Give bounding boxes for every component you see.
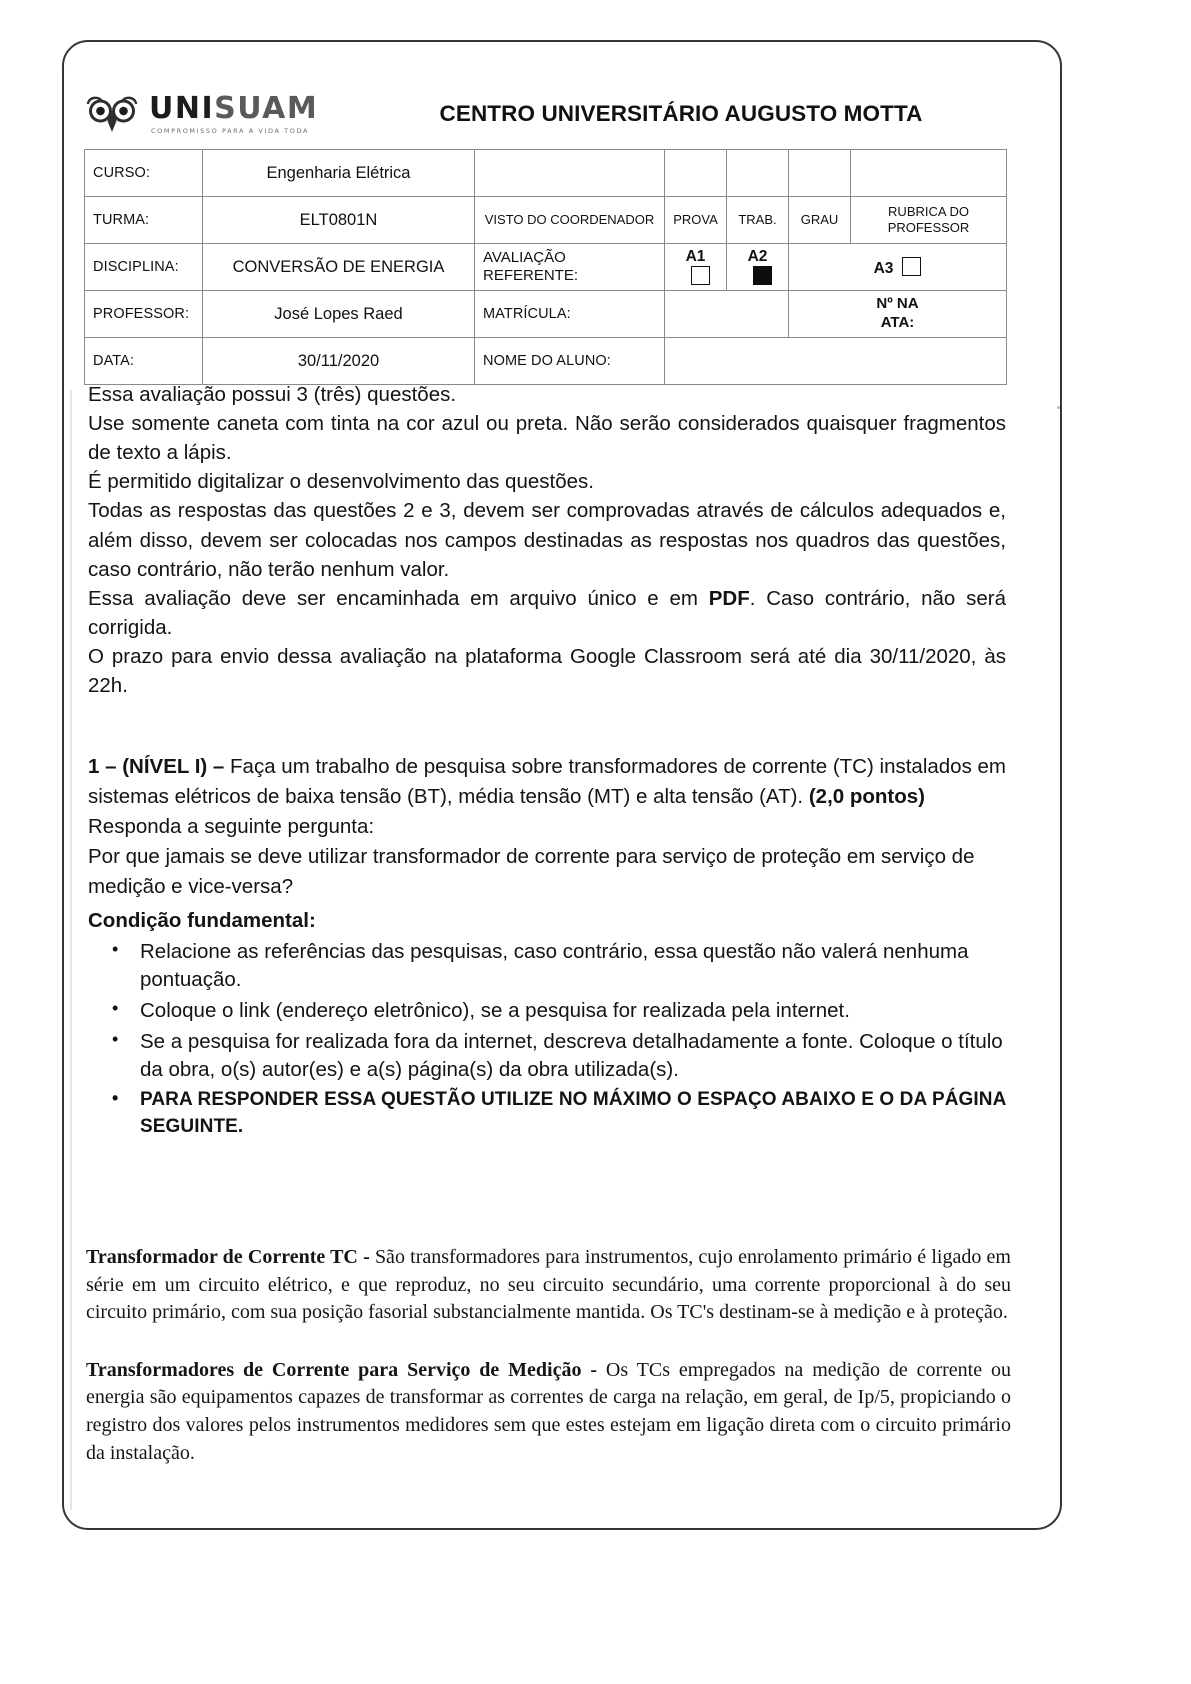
exam-info-table — [84, 149, 1007, 385]
rubrica-professor-header — [851, 197, 1007, 244]
logo-word-suam: SUAM — [214, 90, 319, 126]
table-row-turma — [85, 197, 1007, 244]
disciplina-label: DISCIPLINA: — [85, 244, 203, 291]
answer-paragraph-1 — [86, 1244, 1011, 1327]
avaliacao-label-line2: REFERENTE: — [483, 267, 579, 284]
nome-aluno-label: NOME DO ALUNO: — [475, 338, 665, 385]
table-row-professor — [85, 291, 1007, 338]
logo-wordmark — [149, 90, 319, 126]
a3-grade-cell — [789, 244, 1007, 291]
answer-2-lead: Transformadores de Corrente para Serviço de Medição - — [86, 1358, 606, 1381]
question-1-points: (2,0 pontos) — [808, 784, 926, 808]
turma-value: ELT0801N — [203, 197, 475, 244]
professor-value: José Lopes Raed — [203, 291, 475, 338]
unisuam-logo — [84, 90, 384, 135]
matricula-label: MATRÍCULA: — [475, 291, 665, 338]
university-title: CENTRO UNIVERSITÁRIO AUGUSTO MOTTA — [439, 101, 923, 126]
question-1-head: 1 – (NÍVEL I) – — [88, 755, 225, 778]
instruction-line-3: É permitido digitalizar o desenvolvimento das questões. — [88, 470, 594, 494]
list-item: • Se a pesquisa for realizada fora da internet, descreva detalhadamente a fonte. Coloque o título da obra, o(s) autor(es) e a(s) página(s) da obra utilizada(s). — [140, 1028, 1006, 1085]
numero-ata-line1: Nº NA — [876, 295, 919, 313]
curso-blank-cell-4 — [789, 150, 851, 197]
logo-word-uni: UNI — [149, 90, 215, 126]
answer-paragraph-2 — [86, 1357, 1011, 1467]
table-row-curso — [85, 150, 1007, 197]
curso-value: Engenharia Elétrica — [203, 150, 475, 197]
a3-label: A3 — [873, 259, 894, 277]
a1-label: A1 — [685, 247, 706, 265]
answer-1-lead: Transformador de Corrente TC - — [86, 1246, 375, 1268]
avaliacao-label-line1: AVALIAÇÃO — [483, 249, 566, 266]
a2-checkbox[interactable] — [753, 266, 772, 285]
curso-blank-cell-2 — [665, 150, 727, 197]
prova-header: PROVA — [665, 197, 727, 244]
question-1-stem-a: Faça um trabalho de pesquisa sobre transformadores de corrente (TC) instalados em sistemas elétricos de baixa tensão (BT), média tensão (MT) e alta tensão (AT). — [88, 755, 1006, 808]
instruction-line-1: Essa avaliação possui 3 (três) questões. — [88, 383, 457, 406]
scan-artifact-speck — [1060, 471, 1062, 473]
list-item: • Relacione as referências das pesquisas, caso contrário, essa questão não valerá nenhuma pontuação. — [140, 938, 1006, 995]
instruction-line-6: O prazo para envio dessa avaliação na plataforma Google Classroom será até dia 30/11/2020, às 22h. — [88, 644, 1006, 698]
trab-header: TRAB. — [727, 197, 789, 244]
curso-blank-cell — [475, 150, 665, 197]
professor-label: PROFESSOR: — [85, 291, 203, 338]
data-label: DATA: — [85, 338, 203, 385]
question-1-statement — [88, 752, 1006, 842]
table-row-data — [85, 338, 1007, 385]
matricula-value[interactable] — [665, 291, 789, 338]
question-1-prompt: Por que jamais se deve utilizar transformador de corrente para serviço de proteção em serviço de medição e vice-versa? — [88, 844, 975, 898]
a3-checkbox[interactable] — [902, 257, 921, 276]
instruction-pdf-bold: PDF — [708, 586, 750, 610]
owl-icon — [84, 94, 140, 134]
curso-blank-cell-3 — [727, 150, 789, 197]
document-header — [84, 86, 1006, 142]
rubrica-header-line2: PROFESSOR — [887, 220, 970, 235]
turma-label: TURMA: — [85, 197, 203, 244]
list-item: • Coloque o link (endereço eletrônico), se a pesquisa for realizada pela internet. — [140, 997, 1006, 1026]
numero-ata-line2: ATA: — [880, 314, 915, 331]
rubrica-header-line1: RUBRICA DO — [888, 204, 969, 220]
data-value: 30/11/2020 — [203, 338, 475, 385]
logo-tagline: COMPROMISSO PARA A VIDA TODA — [151, 127, 309, 135]
a1-checkbox[interactable] — [691, 266, 710, 285]
a2-label: A2 — [747, 247, 768, 265]
numero-ata-cell — [789, 291, 1007, 338]
instruction-line-2: Use somente caneta com tinta na cor azul ou preta. Não serão considerados quaisquer fragmentos de texto a lápis. — [88, 412, 1006, 465]
list-item: • PARA RESPONDER ESSA QUESTÃO UTILIZE NO MÁXIMO O ESPAÇO ABAIXO E O DA PÁGINA SEGUINTE. — [140, 1087, 1006, 1140]
instructions-block — [88, 380, 1006, 700]
scan-artifact-streak — [70, 390, 72, 1510]
instruction-line-5 — [88, 584, 1006, 642]
condition-bullet-list — [88, 938, 1006, 1141]
question-1-stem-b: Responda a seguinte pergunta: — [88, 814, 375, 838]
student-answer-block — [86, 1244, 1011, 1497]
curso-label: CURSO: — [85, 150, 203, 197]
a1-grade-cell — [665, 244, 727, 291]
a2-grade-cell — [727, 244, 789, 291]
instruction-line-4: Todas as respostas das questões 2 e 3, devem ser comprovadas através de cálculos adequados e, além disso, devem ser colocadas nos campos destinadas as respostas nos quadros das questões, caso contrário, não terão nenhum valor. — [88, 499, 1006, 581]
answer-2-text: Os TCs empregados na medição de corrente ou energia são equipamentos capazes de transformar as correntes de carga na relação, em geral, de Ip/5, propiciando o registro dos valores pelos instrumentos medidores sem que estes estejam em ligação direta com o circuito primário da instalação. — [86, 1358, 1011, 1464]
nome-aluno-value[interactable] — [665, 338, 1007, 385]
avaliacao-referente-label — [475, 244, 665, 291]
visto-coordenador-header: VISTO DO COORDENADOR — [475, 197, 665, 244]
answer-1-text: São transformadores para instrumentos, cujo enrolamento primário é ligado em série em um circuito elétrico, e que reproduz, no seu circuito secundário, uma corrente proporcional à do seu circuito primário, com sua posição fasorial substancialmente mantida. Os TC's destinam-se à medição e à proteção. — [86, 1246, 1011, 1324]
instruction-line-5-b: . Caso contrário, não será corrigida. — [88, 586, 1006, 639]
disciplina-value: CONVERSÃO DE ENERGIA — [203, 244, 475, 291]
scan-artifact-speck — [1057, 406, 1060, 409]
instruction-line-5-a: Essa avaliação deve ser encaminhada em arquivo único e em — [88, 586, 709, 610]
question-1-block — [88, 752, 1006, 1142]
curso-blank-cell-5 — [851, 150, 1007, 197]
table-row-disciplina — [85, 244, 1007, 291]
condition-title: Condição fundamental: — [88, 908, 316, 932]
grau-header: GRAU — [789, 197, 851, 244]
